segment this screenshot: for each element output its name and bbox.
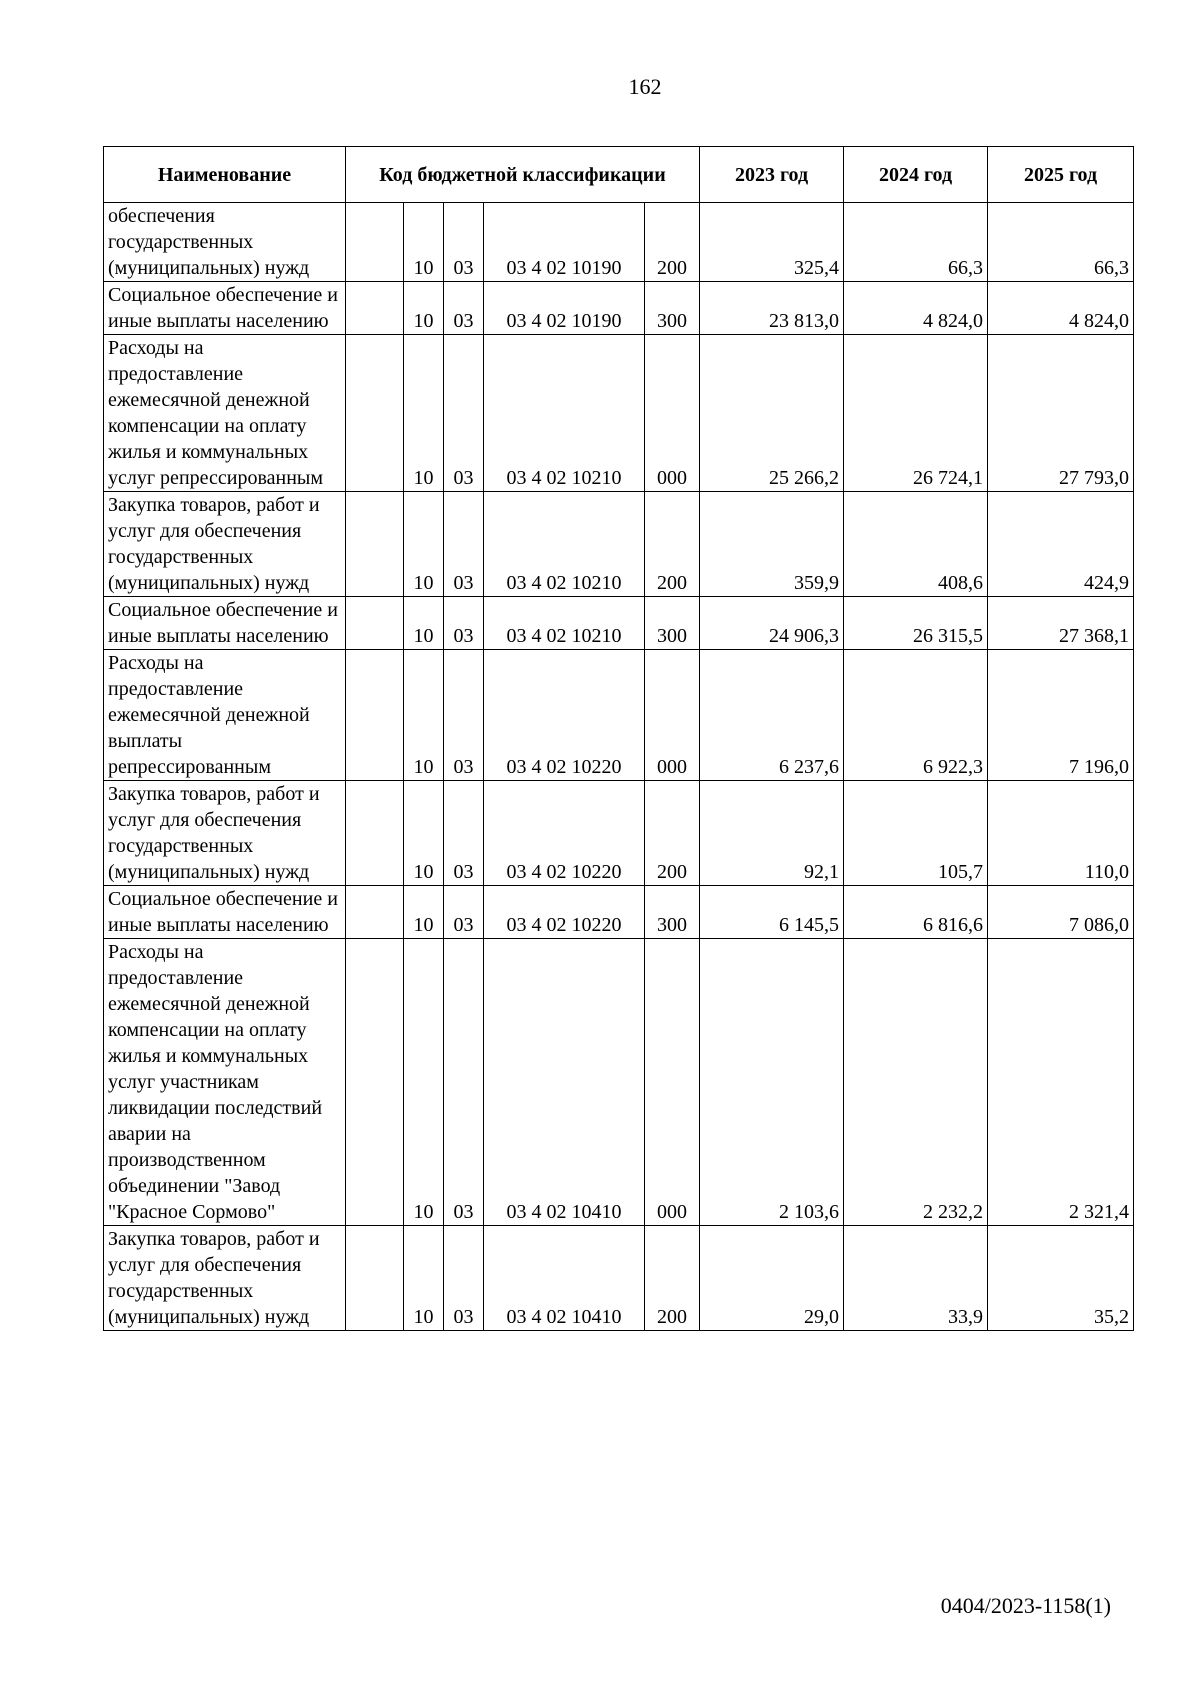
cell-value-2025: 35,2 (988, 1226, 1134, 1331)
cell-code-ministry (346, 939, 404, 1226)
cell-code-expense-type: 000 (645, 939, 700, 1226)
cell-code-target: 03 4 02 10220 (484, 650, 645, 781)
cell-name: Социальное обеспечение и иные выплаты населению (104, 282, 346, 335)
cell-code-expense-type: 200 (645, 781, 700, 886)
cell-code-expense-type: 200 (645, 203, 700, 282)
cell-code-section: 10 (404, 1226, 444, 1331)
cell-value-2024: 6 922,3 (844, 650, 988, 781)
table-row (104, 781, 1134, 886)
cell-code-section: 10 (404, 335, 444, 492)
cell-name: Расходы на предоставление ежемесячной денежной выплаты репрессированным (104, 650, 346, 781)
cell-value-2023: 23 813,0 (700, 282, 844, 335)
cell-value-2024: 33,9 (844, 1226, 988, 1331)
cell-code-section: 10 (404, 282, 444, 335)
cell-code-subsection: 03 (444, 886, 484, 939)
cell-code-target: 03 4 02 10210 (484, 597, 645, 650)
cell-value-2023: 29,0 (700, 1226, 844, 1331)
cell-value-2025: 27 793,0 (988, 335, 1134, 492)
cell-code-target: 03 4 02 10190 (484, 203, 645, 282)
table-row (104, 1226, 1134, 1331)
cell-code-expense-type: 300 (645, 282, 700, 335)
cell-name: Закупка товаров, работ и услуг для обеспечения государственных (муниципальных) нужд (104, 781, 346, 886)
cell-code-subsection: 03 (444, 650, 484, 781)
cell-code-section: 10 (404, 492, 444, 597)
cell-code-section: 10 (404, 597, 444, 650)
budget-table (103, 146, 1134, 1331)
header-2024: 2024 год (844, 147, 988, 203)
page-number: 162 (628, 74, 662, 99)
table-row (104, 597, 1134, 650)
cell-code-ministry (346, 282, 404, 335)
cell-value-2025: 4 824,0 (988, 282, 1134, 335)
table-body (104, 203, 1134, 1331)
cell-value-2023: 92,1 (700, 781, 844, 886)
cell-code-expense-type: 300 (645, 886, 700, 939)
cell-value-2023: 24 906,3 (700, 597, 844, 650)
header-2025: 2025 год (988, 147, 1134, 203)
cell-code-target: 03 4 02 10410 (484, 1226, 645, 1331)
cell-code-target: 03 4 02 10410 (484, 939, 645, 1226)
cell-value-2025: 424,9 (988, 492, 1134, 597)
cell-value-2024: 408,6 (844, 492, 988, 597)
cell-name: Закупка товаров, работ и услуг для обеспечения государственных (муниципальных) нужд (104, 492, 346, 597)
cell-code-ministry (346, 335, 404, 492)
cell-value-2023: 2 103,6 (700, 939, 844, 1226)
cell-value-2024: 6 816,6 (844, 886, 988, 939)
cell-value-2024: 26 724,1 (844, 335, 988, 492)
table-row (104, 335, 1134, 492)
cell-code-target: 03 4 02 10220 (484, 781, 645, 886)
document-code: 0404/2023-1158(1) (940, 1593, 1111, 1618)
cell-code-section: 10 (404, 886, 444, 939)
cell-code-ministry (346, 492, 404, 597)
cell-value-2023: 325,4 (700, 203, 844, 282)
cell-code-section: 10 (404, 203, 444, 282)
cell-code-section: 10 (404, 781, 444, 886)
cell-code-target: 03 4 02 10210 (484, 335, 645, 492)
cell-value-2023: 359,9 (700, 492, 844, 597)
cell-name: Социальное обеспечение и иные выплаты населению (104, 597, 346, 650)
cell-name: Закупка товаров, работ и услуг для обеспечения государственных (муниципальных) нужд (104, 1226, 346, 1331)
cell-value-2025: 7 086,0 (988, 886, 1134, 939)
cell-code-ministry (346, 597, 404, 650)
cell-code-subsection: 03 (444, 939, 484, 1226)
cell-code-subsection: 03 (444, 1226, 484, 1331)
cell-value-2025: 2 321,4 (988, 939, 1134, 1226)
header-2023: 2023 год (700, 147, 844, 203)
table-row (104, 492, 1134, 597)
cell-value-2025: 66,3 (988, 203, 1134, 282)
cell-name: обеспечения государственных (муниципальных) нужд (104, 203, 346, 282)
table-row (104, 886, 1134, 939)
table-row (104, 939, 1134, 1226)
cell-code-ministry (346, 650, 404, 781)
cell-code-ministry (346, 1226, 404, 1331)
cell-code-subsection: 03 (444, 203, 484, 282)
cell-code-expense-type: 000 (645, 335, 700, 492)
cell-value-2023: 6 237,6 (700, 650, 844, 781)
table-row (104, 650, 1134, 781)
cell-code-ministry (346, 886, 404, 939)
cell-code-expense-type: 200 (645, 492, 700, 597)
cell-value-2025: 7 196,0 (988, 650, 1134, 781)
cell-code-ministry (346, 203, 404, 282)
cell-code-target: 03 4 02 10220 (484, 886, 645, 939)
cell-code-expense-type: 200 (645, 1226, 700, 1331)
cell-code-target: 03 4 02 10210 (484, 492, 645, 597)
cell-code-expense-type: 000 (645, 650, 700, 781)
cell-code-subsection: 03 (444, 335, 484, 492)
table-row (104, 203, 1134, 282)
header-name: Наименование (104, 147, 346, 203)
cell-code-subsection: 03 (444, 492, 484, 597)
cell-name: Расходы на предоставление ежемесячной денежной компенсации на оплату жилья и коммунальных услуг участникам ликвидации последствий аварии на производственном объединении "Завод "Красное Сормово" (104, 939, 346, 1226)
cell-code-expense-type: 300 (645, 597, 700, 650)
cell-code-section: 10 (404, 650, 444, 781)
cell-value-2024: 105,7 (844, 781, 988, 886)
table-header-row (104, 147, 1134, 203)
cell-value-2023: 6 145,5 (700, 886, 844, 939)
cell-code-subsection: 03 (444, 597, 484, 650)
table-row (104, 282, 1134, 335)
cell-value-2025: 27 368,1 (988, 597, 1134, 650)
cell-value-2024: 2 232,2 (844, 939, 988, 1226)
header-code: Код бюджетной классификации (346, 147, 700, 203)
cell-value-2023: 25 266,2 (700, 335, 844, 492)
cell-code-subsection: 03 (444, 282, 484, 335)
cell-name: Социальное обеспечение и иные выплаты населению (104, 886, 346, 939)
cell-code-section: 10 (404, 939, 444, 1226)
cell-value-2024: 66,3 (844, 203, 988, 282)
cell-value-2024: 26 315,5 (844, 597, 988, 650)
cell-code-subsection: 03 (444, 781, 484, 886)
cell-value-2025: 110,0 (988, 781, 1134, 886)
cell-name: Расходы на предоставление ежемесячной денежной компенсации на оплату жилья и коммунальных услуг репрессированным (104, 335, 346, 492)
cell-value-2024: 4 824,0 (844, 282, 988, 335)
cell-code-target: 03 4 02 10190 (484, 282, 645, 335)
cell-code-ministry (346, 781, 404, 886)
